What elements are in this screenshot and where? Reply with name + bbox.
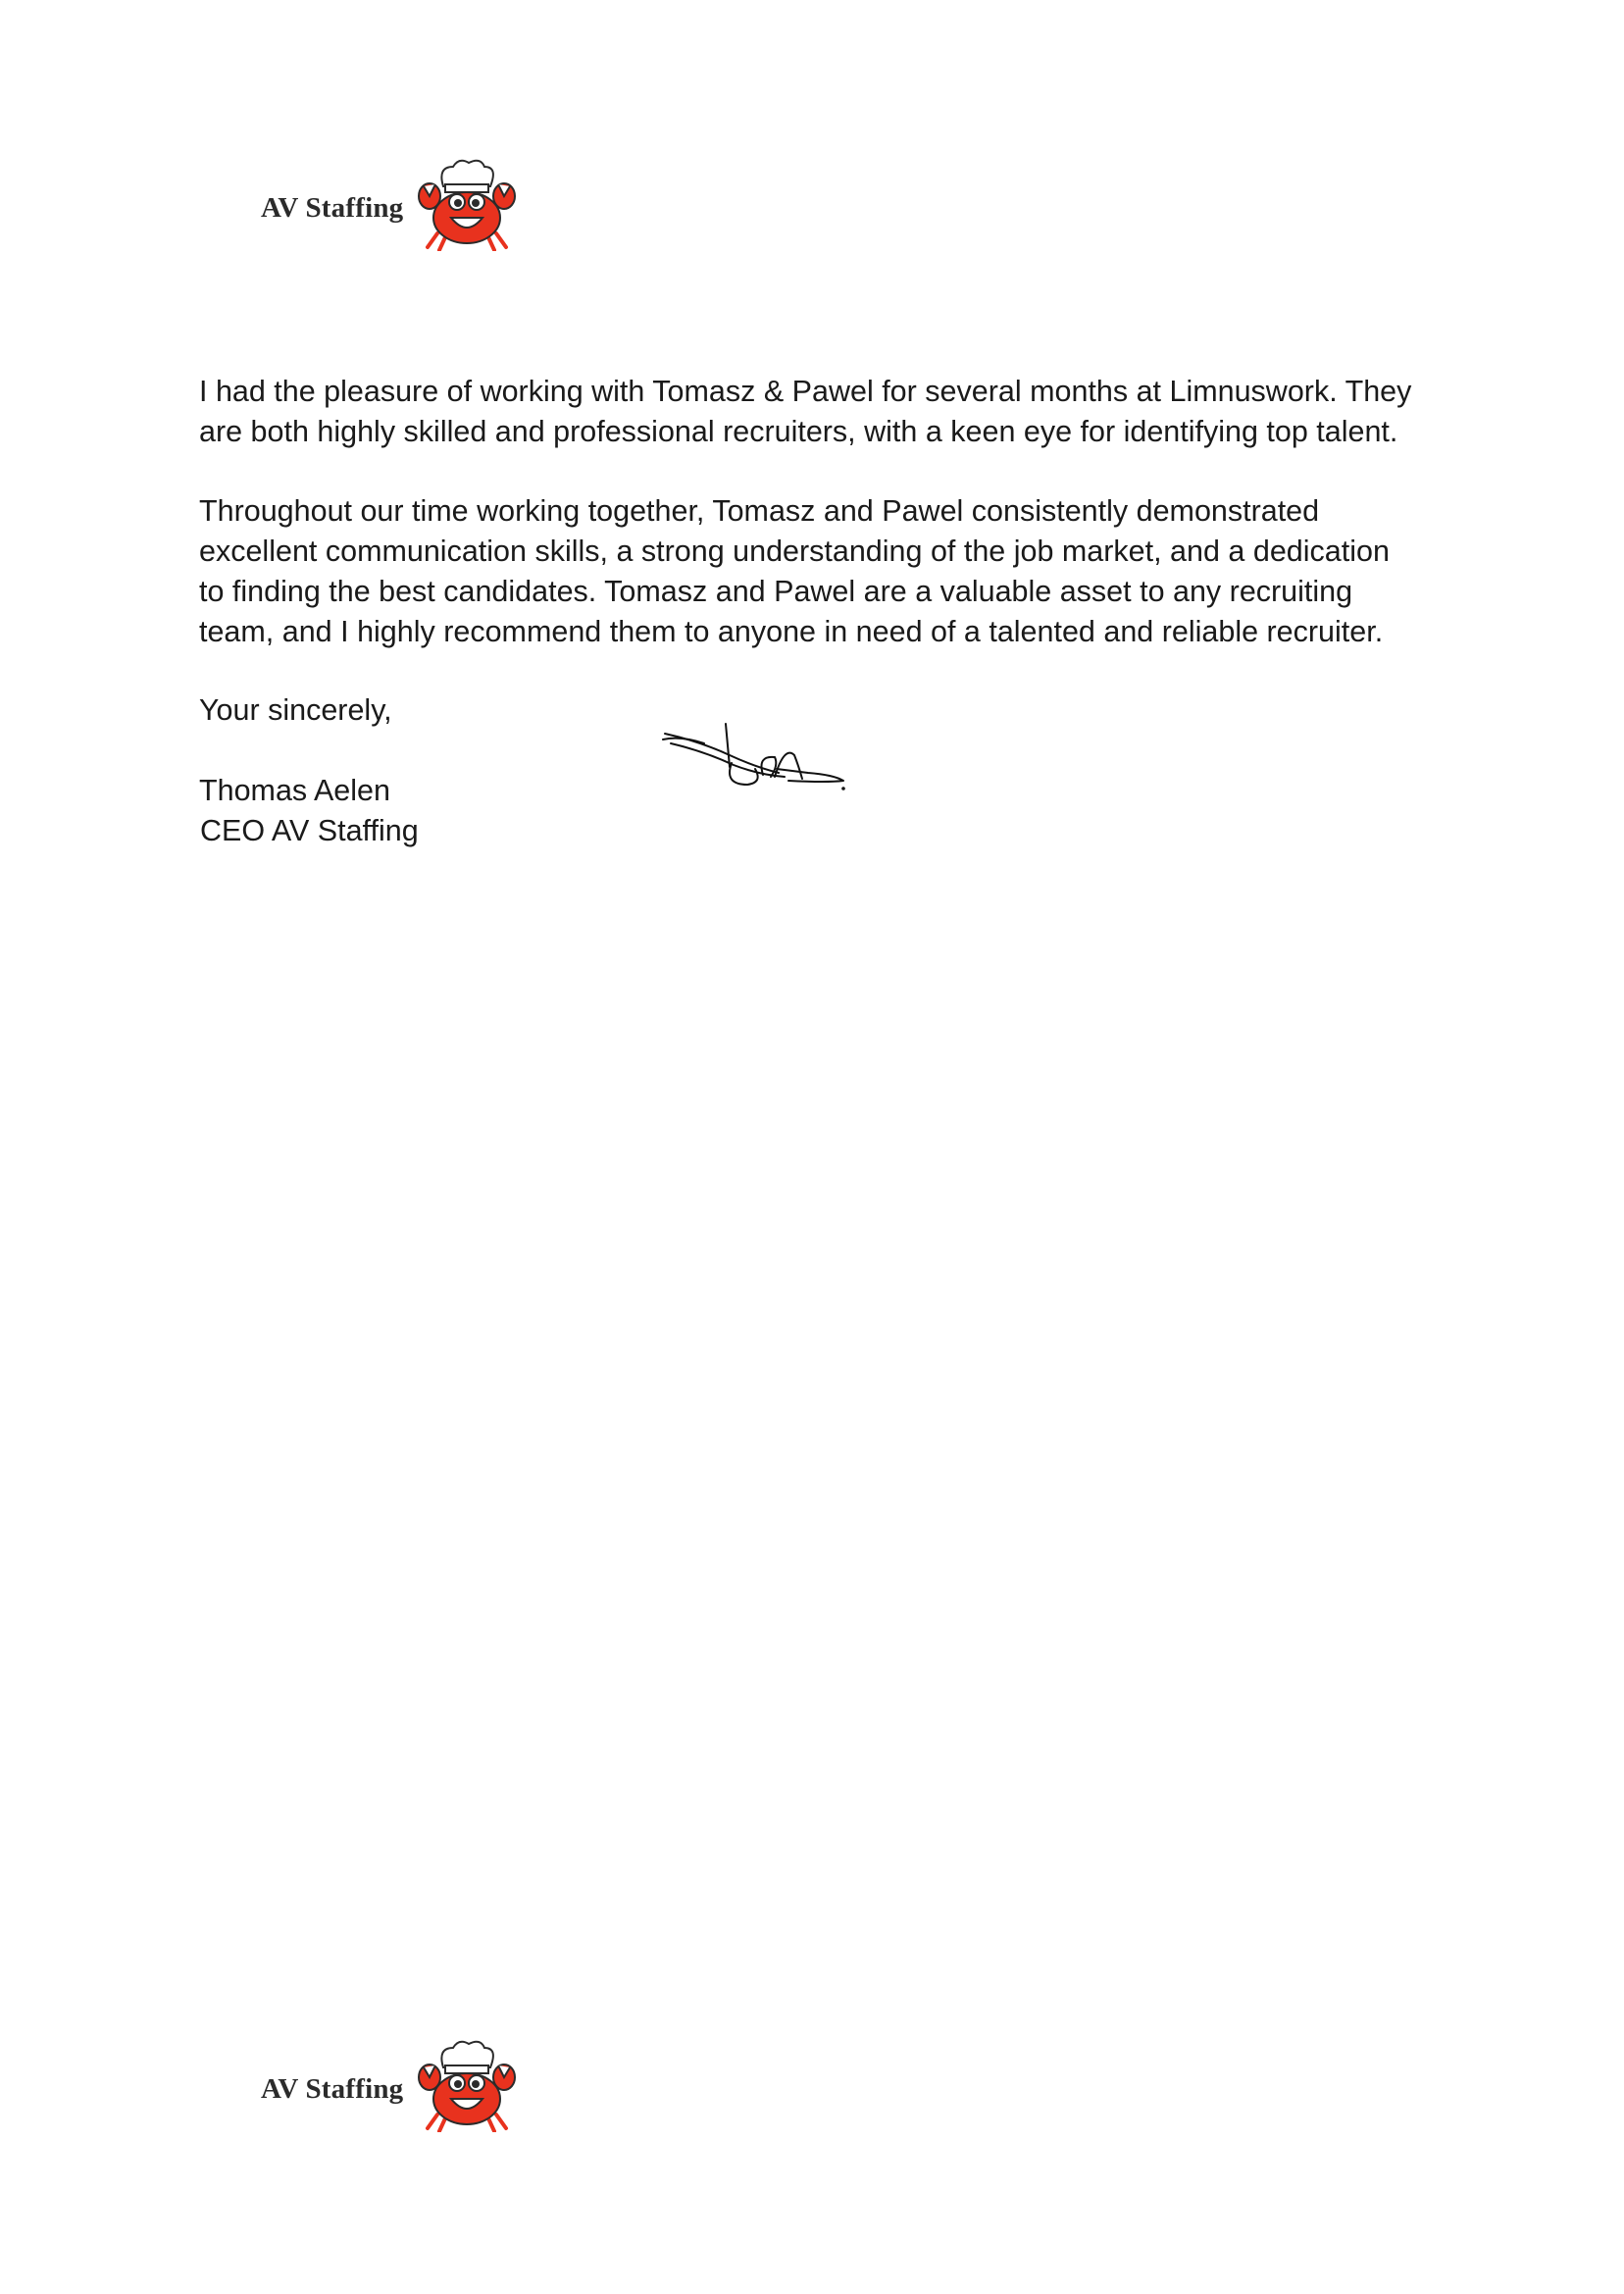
signer-name: Thomas Aelen: [199, 774, 390, 807]
handwritten-signature: [661, 716, 857, 804]
company-name: AV Staffing: [261, 192, 404, 224]
company-name: AV Staffing: [261, 2073, 404, 2105]
letterhead-logo: [261, 157, 526, 255]
signer-title: CEO AV Staffing: [200, 814, 419, 847]
letter-paragraph-1: [199, 372, 1464, 452]
paragraph-line: excellent communication skills, a strong understanding of the job market, and a dedication: [199, 535, 1390, 568]
paragraph-line: I had the pleasure of working with Tomasz & Pawel for several months at Limnuswork. They: [199, 375, 1412, 408]
letter-paragraph-2: [199, 491, 1464, 652]
footer-logo: [261, 2038, 526, 2136]
crab-chef-icon: [416, 2038, 518, 2132]
paragraph-line: to finding the best candidates. Tomasz and Pawel are a valuable asset to any recruiting: [199, 575, 1353, 608]
paragraph-line: team, and I highly recommend them to anyone in need of a talented and reliable recruiter.: [199, 615, 1384, 648]
closing-salutation: Your sincerely,: [199, 693, 392, 727]
paragraph-line: Throughout our time working together, Tomasz and Pawel consistently demonstrated: [199, 494, 1320, 528]
paragraph-line: are both highly skilled and professional recruiters, with a keen eye for identifying top talent.: [199, 415, 1398, 448]
crab-chef-icon: [416, 157, 518, 251]
